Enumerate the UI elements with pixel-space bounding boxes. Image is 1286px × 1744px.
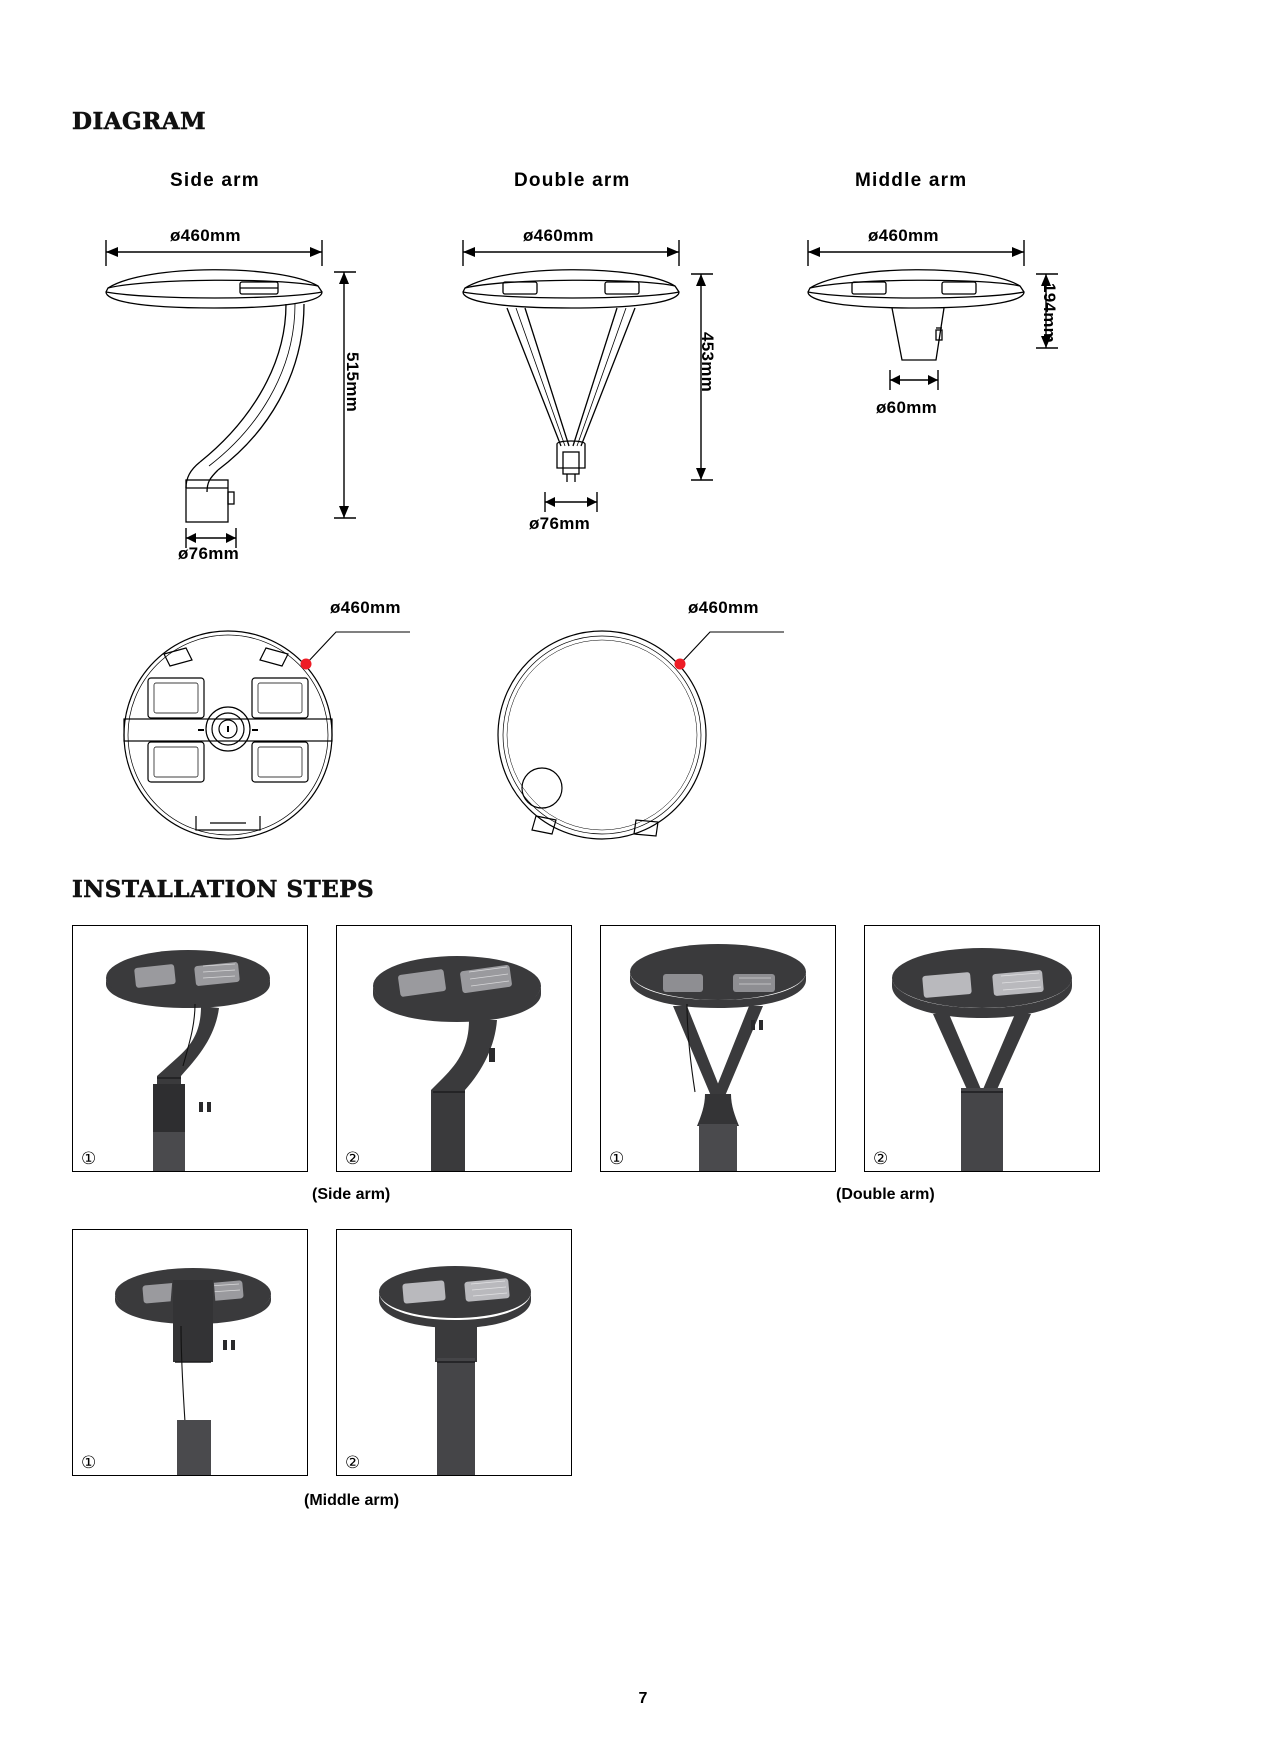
plan-view-top-label: ø460mm bbox=[688, 598, 759, 617]
dimension-double-pole: ø76mm bbox=[529, 514, 591, 533]
dimension-middle-width: ø460mm bbox=[868, 226, 939, 245]
dimension-side-width: ø460mm bbox=[170, 226, 241, 245]
dimension-middle-pole: ø60mm bbox=[876, 398, 938, 417]
dimension-side-pole: ø76mm bbox=[178, 544, 240, 563]
installation-section-heading: INSTALLATION STEPS bbox=[72, 876, 375, 903]
dimension-double-width: ø460mm bbox=[523, 226, 594, 245]
step-number: ① bbox=[81, 1149, 97, 1168]
column-title-side-arm: Side arm bbox=[170, 170, 260, 191]
step-number: ① bbox=[81, 1453, 97, 1472]
dimension-side-height: 515mm bbox=[343, 352, 362, 413]
column-title-double-arm: Double arm bbox=[514, 170, 631, 191]
step-number: ① bbox=[609, 1149, 625, 1168]
dimension-double-height: 453mm bbox=[698, 332, 717, 393]
step-number: ② bbox=[345, 1453, 361, 1472]
page-number: 7 bbox=[638, 1690, 648, 1707]
caption-middle-arm: (Middle arm) bbox=[304, 1492, 400, 1509]
caption-double-arm: (Double arm) bbox=[836, 1186, 935, 1203]
installation-photo-side-step-2 bbox=[336, 925, 572, 1172]
installation-photo-side-step-1 bbox=[72, 925, 308, 1172]
step-number: ② bbox=[345, 1149, 361, 1168]
plan-view-bottom-drawing bbox=[110, 620, 440, 850]
installation-photo-double-step-2 bbox=[864, 925, 1100, 1172]
caption-side-arm: (Side arm) bbox=[312, 1186, 391, 1203]
diagram-section-heading: DIAGRAM bbox=[72, 108, 207, 135]
dimension-middle-height: 194mm bbox=[1040, 283, 1059, 344]
step-number: ② bbox=[873, 1149, 889, 1168]
installation-photo-middle-step-2 bbox=[336, 1229, 572, 1476]
column-title-middle-arm: Middle arm bbox=[855, 170, 968, 191]
installation-photo-double-step-1 bbox=[600, 925, 836, 1172]
plan-view-top-drawing bbox=[480, 620, 820, 850]
plan-view-bottom-label: ø460mm bbox=[330, 598, 401, 617]
installation-photo-middle-step-1 bbox=[72, 1229, 308, 1476]
